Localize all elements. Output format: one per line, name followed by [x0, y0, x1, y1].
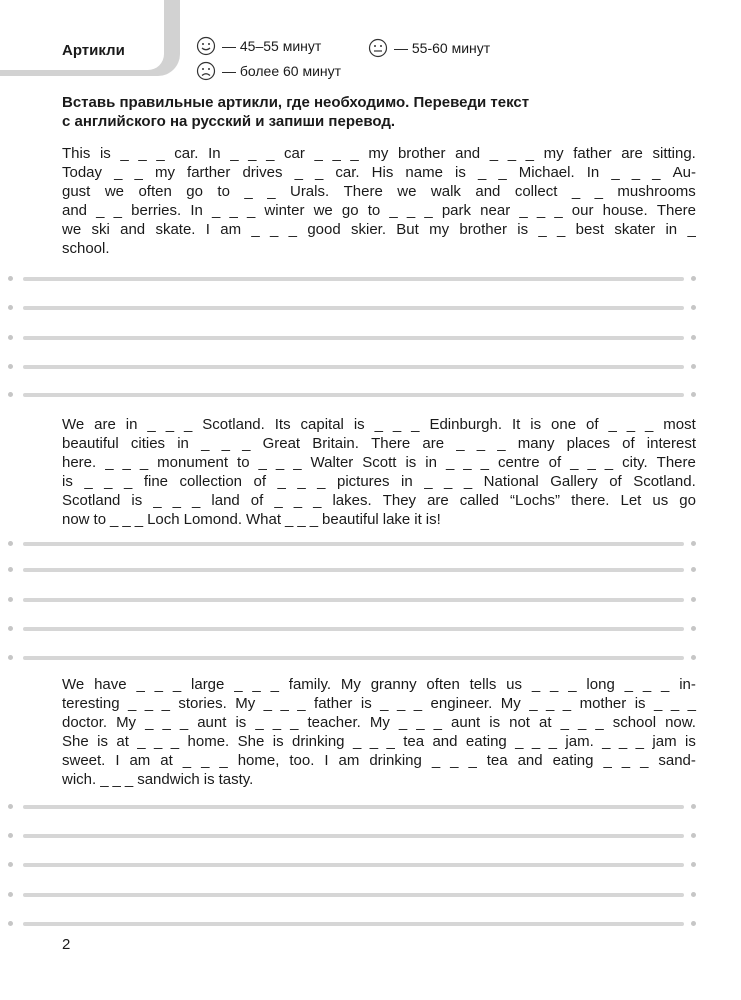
answer-line[interactable]: [8, 597, 696, 603]
text-line: Scotland is _ _ _ land of _ _ _ lakes. They are called “Lochs” there. Let us go: [62, 492, 696, 509]
answer-line[interactable]: [8, 335, 696, 341]
smile-face-icon: [196, 36, 216, 56]
text-line: Today _ _ my farther drives _ _ car. His name is _ _ Michael. In _ _ _ Au-: [62, 164, 696, 181]
text-line: is _ _ _ fine collection of _ _ _ pictures in _ _ _ National Gallery of Scotland.: [62, 473, 696, 490]
timing-fast-label: — 45–55 минут: [222, 38, 322, 54]
text-line: We have _ _ _ large _ _ _ family. My granny often tells us _ _ _ long _ _ _ in-: [62, 676, 696, 693]
sad-face-icon: [196, 61, 216, 81]
timing-medium-label: — 55-60 минут: [394, 40, 491, 56]
answer-line[interactable]: [8, 626, 696, 632]
text-line: now to _ _ _ Loch Lomond. What _ _ _ beautiful lake it is!: [62, 511, 441, 528]
answer-line[interactable]: [8, 655, 696, 661]
text-line: We are in _ _ _ Scotland. Its capital is _ _ _ Edinburgh. It is one of _ _ _ most: [62, 416, 696, 433]
text-line: doctor. My _ _ _ aunt is _ _ _ teacher. My _ _ _ aunt is not at _ _ _ school now.: [62, 714, 696, 731]
section-tab: [0, 0, 164, 70]
instruction-line: с английского на русский и запиши перевод.: [62, 113, 396, 130]
answer-line[interactable]: [8, 392, 696, 398]
text-line: gust we often go to _ _ Urals. There we walk and collect _ _ mushrooms: [62, 183, 696, 200]
section-title: Артикли: [62, 42, 125, 59]
text-line: we ski and skate. I am _ _ _ good skier. But my brother is _ _ best skater in _: [62, 221, 696, 238]
text-line: beautiful cities in _ _ _ Great Britain. There are _ _ _ many places of interest: [62, 435, 696, 452]
text-line: sweet. I am at _ _ _ home, too. I am drinking _ _ _ tea and eating _ _ _ sand-: [62, 752, 696, 769]
answer-line[interactable]: [8, 921, 696, 927]
timing-slow-label: — более 60 минут: [222, 63, 342, 79]
exercise-paragraph-1: [62, 144, 696, 258]
text-line: This is _ _ _ car. In _ _ _ car _ _ _ my brother and _ _ _ my father are sitting.: [62, 145, 696, 162]
exercise-paragraph-3: [62, 675, 696, 789]
answer-line[interactable]: [8, 892, 696, 898]
timing-medium: [368, 38, 490, 58]
timing-slow: [196, 61, 341, 81]
answer-line[interactable]: [8, 276, 696, 282]
answer-line[interactable]: [8, 541, 696, 547]
answer-line[interactable]: [8, 804, 696, 810]
answer-line[interactable]: [8, 862, 696, 868]
exercise-instruction: [62, 93, 682, 131]
answer-line[interactable]: [8, 364, 696, 370]
text-line: wich. _ _ _ sandwich is tasty.: [62, 771, 254, 788]
text-line: and _ _ berries. In _ _ _ winter we go to _ _ _ park near _ _ _ our house. There: [62, 202, 696, 219]
page-number: 2: [62, 936, 71, 953]
timing-fast: [196, 36, 321, 56]
text-line: She is at _ _ _ home. She is drinking _ _ _ tea and eating _ _ _ jam. _ _ _ jam is: [62, 733, 696, 750]
text-line: here. _ _ _ monument to _ _ _ Walter Scott is in _ _ _ centre of _ _ _ city. There: [62, 454, 696, 471]
text-line: school.: [62, 240, 110, 257]
instruction-line: Вставь правильные артикли, где необходимо. Переведи текст: [62, 94, 530, 111]
text-line: teresting _ _ _ stories. My _ _ _ father is _ _ _ engineer. My _ _ _ mother is _ _ _: [62, 695, 696, 712]
answer-line[interactable]: [8, 567, 696, 573]
answer-line[interactable]: [8, 833, 696, 839]
answer-line[interactable]: [8, 305, 696, 311]
neutral-face-icon: [368, 38, 388, 58]
exercise-paragraph-2: [62, 415, 696, 529]
